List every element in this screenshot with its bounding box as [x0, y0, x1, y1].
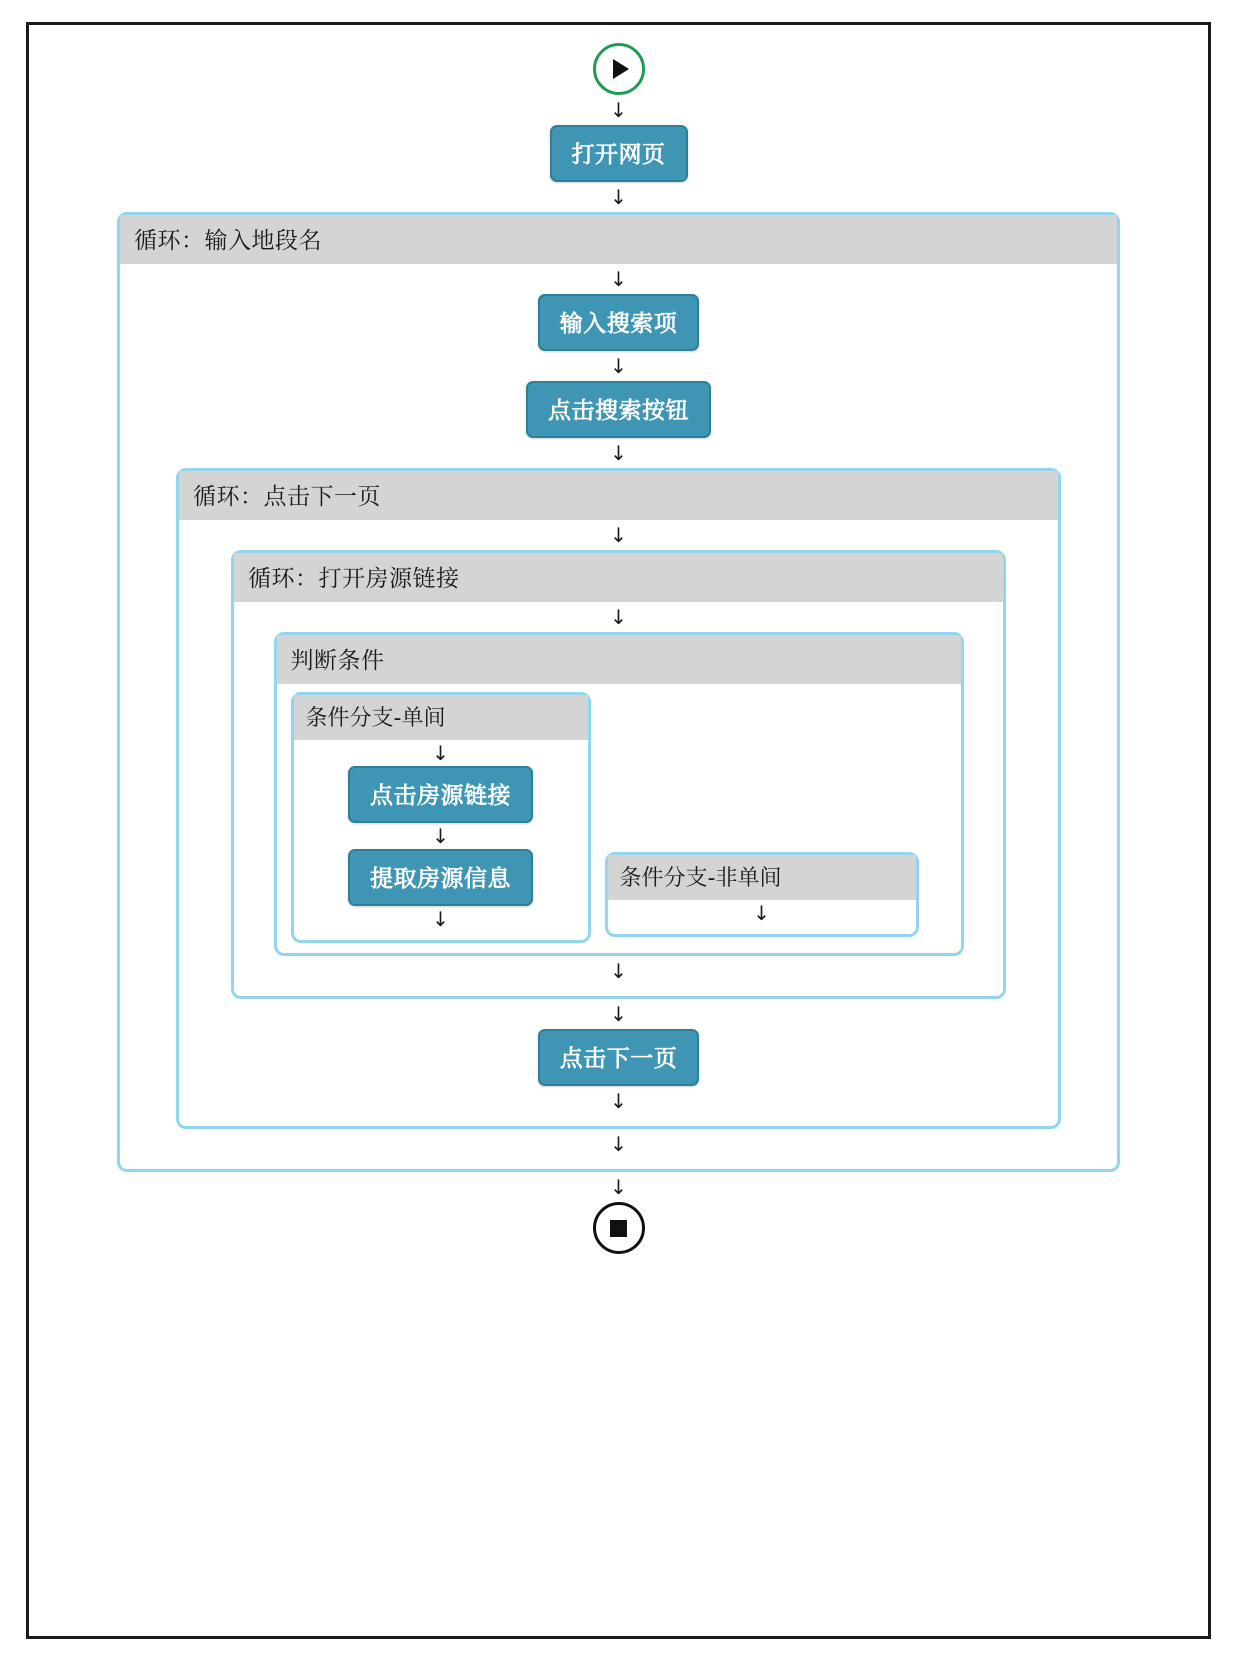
arrow-icon: ↓: [610, 1089, 627, 1113]
branch-non-single-label: 条件分支-非单间: [608, 855, 916, 900]
arrow-icon: ↓: [610, 185, 627, 209]
loop-block-district-label: 循环：输入地段名: [120, 215, 1117, 264]
condition-block[interactable]: [274, 632, 964, 956]
arrow-icon: ↓: [432, 741, 449, 765]
arrow-icon: ↓: [610, 354, 627, 378]
start-node[interactable]: [593, 43, 645, 95]
play-icon: [613, 59, 629, 79]
flowchart: [29, 25, 1208, 1636]
arrow-icon: ↓: [610, 267, 627, 291]
arrow-icon: ↓: [610, 441, 627, 465]
arrow-icon: ↓: [753, 901, 770, 925]
arrow-icon: ↓: [610, 1002, 627, 1026]
condition-block-label: 判断条件: [277, 635, 961, 684]
arrow-icon: ↓: [610, 523, 627, 547]
arrow-icon: ↓: [610, 1132, 627, 1156]
diagram-frame: [26, 22, 1211, 1639]
arrow-icon: ↓: [432, 824, 449, 848]
node-click-listing-link[interactable]: 点击房源链接: [348, 766, 533, 823]
node-click-next-page[interactable]: 点击下一页: [538, 1029, 700, 1086]
node-click-search-button[interactable]: 点击搜索按钮: [526, 381, 711, 438]
loop-block-district[interactable]: [117, 212, 1120, 1172]
node-extract-listing-info[interactable]: 提取房源信息: [348, 849, 533, 906]
loop-block-open-listing-label: 循环：打开房源链接: [234, 553, 1003, 602]
branch-single[interactable]: [291, 692, 591, 943]
loop-block-next-page-label: 循环：点击下一页: [179, 471, 1058, 520]
node-open-page[interactable]: 打开网页: [550, 125, 688, 182]
end-node[interactable]: [593, 1202, 645, 1254]
node-input-search-term[interactable]: 输入搜索项: [538, 294, 700, 351]
arrow-icon: ↓: [610, 959, 627, 983]
arrow-icon: ↓: [432, 907, 449, 931]
stop-icon: [610, 1220, 627, 1237]
branch-non-single[interactable]: [605, 852, 919, 937]
branch-single-label: 条件分支-单间: [294, 695, 588, 740]
arrow-icon: ↓: [610, 1175, 627, 1199]
arrow-icon: ↓: [610, 605, 627, 629]
condition-branch-row: [277, 692, 961, 943]
arrow-icon: ↓: [610, 98, 627, 122]
loop-block-next-page[interactable]: [176, 468, 1061, 1129]
loop-block-open-listing[interactable]: [231, 550, 1006, 999]
